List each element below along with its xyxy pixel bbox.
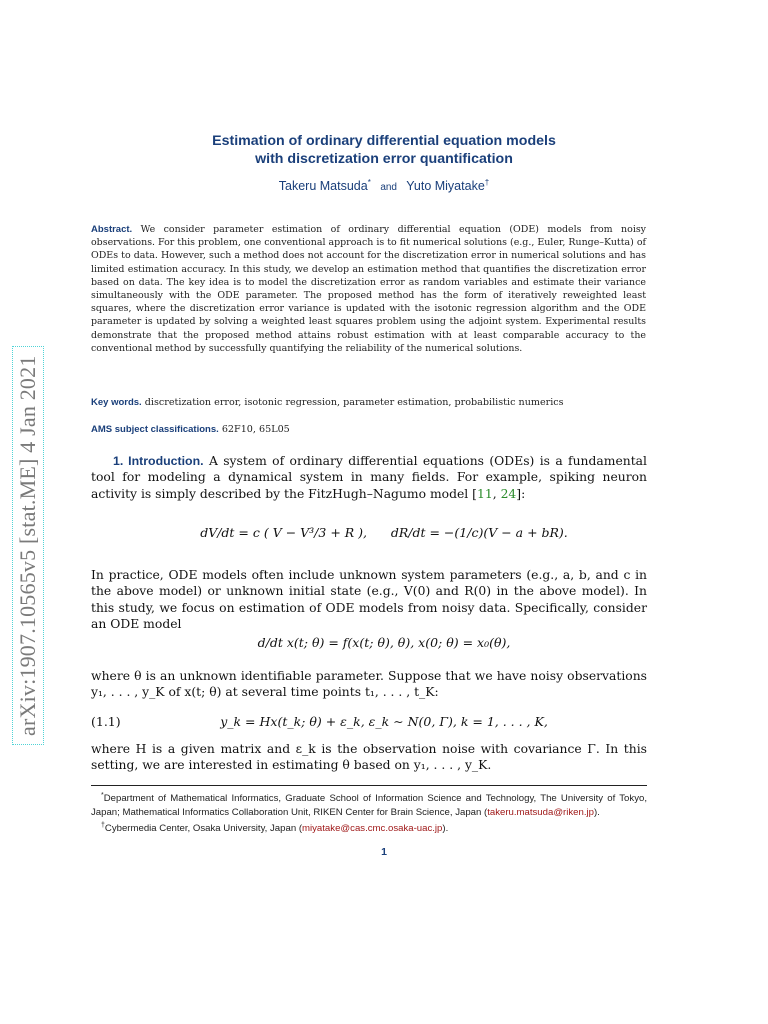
footnote-rule <box>91 785 647 786</box>
footnote-2 <box>91 819 647 836</box>
ams-label: AMS subject classifications. <box>91 424 219 435</box>
author-1: Takeru Matsuda <box>278 179 368 194</box>
paragraph-4: where H is a given matrix and ε_k is the observation noise with covariance Γ. In this setting, we are interested in estimating θ based on y₁, . . . , y_K. <box>91 742 647 773</box>
equation-1-right: dR/dt = −(1/c)(V − a + bR). <box>390 525 568 540</box>
footnote-1-end: ). <box>593 806 600 818</box>
citation-11[interactable]: 11 <box>477 486 493 501</box>
footnote-2-mark: † <box>101 822 105 829</box>
author-1-mark: * <box>367 178 371 187</box>
abstract-text: We consider parameter estimation of ordinary differential equation (ODE) models from noisy observations. For this problem, one conventional approach is to fit numerical solutions (e.g., Euler, Runge–Kutta) of ODEs to data. However, such a method does not account for the discretization error in numerical solutions and has limited estimation accuracy. In this study, we develop an estimation method that quantifies the discretization error based on data. The key idea is to model the discretization error as random variables and estimate their variance simultaneously with the ODE parameter. The proposed method has the form of iteratively reweighted least squares, where the discretization error variance is updated with the isotonic regression algorithm and the ODE parameter is updated by solving a weighted least squares problem using the adjoint system. Experimental results demonstrate that the proposed method attains robust estimation with at least comparable accuracy to the conventional method by successfully quantifying the reliability of the numerical solutions. <box>91 224 647 354</box>
abstract <box>91 223 646 355</box>
equation-observation: y_k = Hx(t_k; θ) + ε_k, ε_k ∼ N(0, Γ), k = 1, . . . , K, <box>220 714 548 729</box>
ams-classifications <box>91 424 651 435</box>
keywords <box>91 397 651 408</box>
paragraph-3: where θ is an unknown identifiable parameter. Suppose that we have noisy observations y₁, . . . , y_K of x(t; θ) at several time points t₁, . . . , t_K: <box>91 669 647 700</box>
keywords-text: discretization error, isotonic regression, parameter estimation, probabilistic numerics <box>144 397 564 408</box>
title-line-2: with discretization error quantification <box>255 151 513 167</box>
paragraph-2: In practice, ODE models often include unknown system parameters (e.g., a, b, and c in the above model) or unknown initial state (e.g., V(0) and R(0) in the above model). In this study, we focus on estimation of ODE models from noisy data. Specifically, consider an ODE model <box>91 568 647 632</box>
arxiv-side-stamp: arXiv:1907.10565v5 [stat.ME] 4 Jan 2021 <box>12 346 44 745</box>
intro-text-1: A system of ordinary differential equations (ODEs) is a fundamental tool for modeling a dynamical system in many fields. For example, spiking neuron activity is simply described by the FitzHugh–Nagumo model [ <box>91 454 647 501</box>
keywords-label: Key words. <box>91 397 142 408</box>
page-number: 1 <box>381 846 387 858</box>
equation-fitzhugh-nagumo <box>0 525 768 540</box>
ams-text: 62F10, 65L05 <box>221 424 290 435</box>
footnote-2-text: Cybermedia Center, Osaka University, Japan ( <box>104 823 303 835</box>
intro-paragraph <box>91 453 647 502</box>
footnote-1-mark: * <box>101 792 104 799</box>
title-line-1: Estimation of ordinary differential equation models <box>212 133 556 149</box>
author-2-mark: † <box>484 178 490 187</box>
abstract-label: Abstract. <box>91 224 133 235</box>
equation-1-left: dV/dt = c ( V − V³/3 + R ), <box>200 525 368 540</box>
author-and: and <box>380 182 397 194</box>
footnote-1-email-link[interactable]: takeru.matsuda@riken.jp <box>487 806 594 818</box>
authors <box>0 178 768 193</box>
intro-text-2: ]: <box>516 486 526 501</box>
footnote-1 <box>91 789 647 819</box>
footnote-2-end: ). <box>442 823 449 835</box>
citation-24[interactable]: 24 <box>500 486 517 501</box>
author-2: Yuto Miyatake <box>406 179 485 194</box>
citation-separator: , <box>492 486 501 501</box>
footnote-2-email-link[interactable]: miyatake@cas.cmc.osaka-uac.jp <box>302 823 443 835</box>
footnotes <box>91 789 647 836</box>
section-title: 1. Introduction. <box>113 454 204 468</box>
paper-title <box>0 132 768 168</box>
equation-ode-model: d/dt x(t; θ) = f(x(t; θ), θ), x(0; θ) = x₀(θ), <box>257 635 511 650</box>
footnote-1-text: Department of Mathematical Informatics, Graduate School of Information Science and Technology, The University of Tokyo, Japan; Mathematical Informatics Collaboration Unit, RIKEN Center for Brain Science, Japan ( <box>91 793 647 818</box>
equation-label-1-1: (1.1) <box>91 714 121 729</box>
